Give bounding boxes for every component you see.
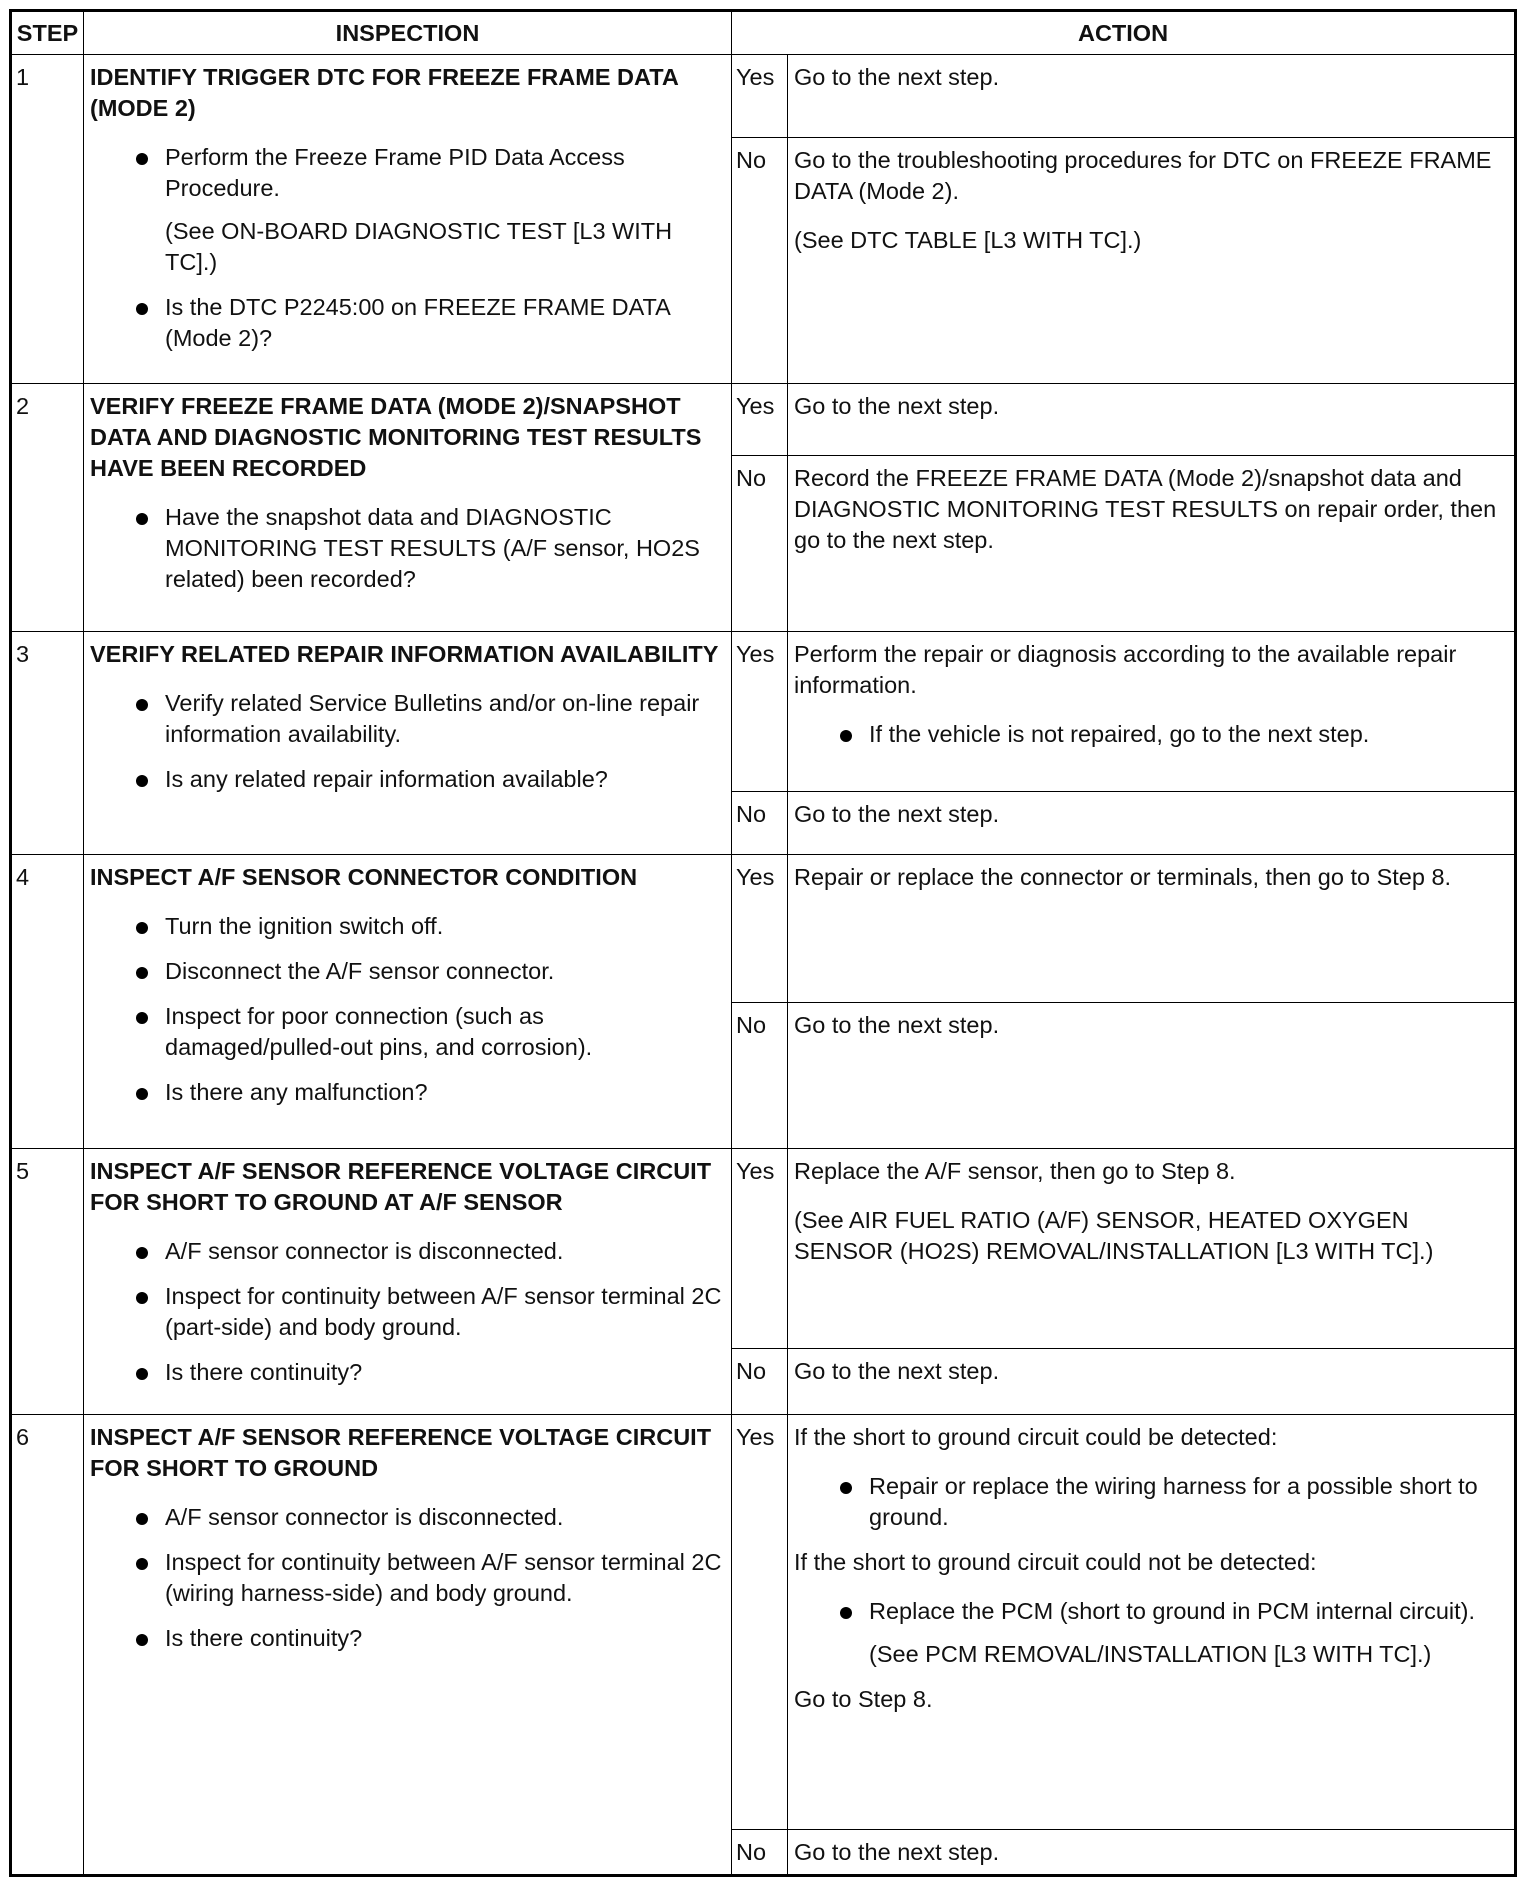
inspection-cell bbox=[84, 855, 732, 1149]
action-text: Repair or replace the connector or terminals, then go to Step 8. bbox=[794, 864, 1452, 890]
list-item: Inspect for poor connection (such as damaged/pulled-out pins, and corrosion). bbox=[90, 1001, 725, 1063]
diagnostic-table bbox=[9, 9, 1517, 1877]
list-item: Is there continuity? bbox=[90, 1357, 725, 1388]
action-text: Go to the next step. bbox=[794, 64, 1000, 90]
inspection-cell bbox=[84, 1415, 732, 1876]
inspection-bullets bbox=[90, 502, 725, 595]
table-row bbox=[11, 632, 1516, 792]
action-text: If the short to ground circuit could be detected: bbox=[794, 1424, 1278, 1450]
list-item: Inspect for continuity between A/F sensor terminal 2C (wiring harness-side) and body ground. bbox=[90, 1547, 725, 1609]
yes-action bbox=[788, 384, 1516, 456]
table-row bbox=[11, 1149, 1516, 1349]
no-action bbox=[788, 792, 1516, 855]
action-text: Replace the A/F sensor, then go to Step 8. bbox=[794, 1158, 1236, 1184]
list-item: Inspect for continuity between A/F sensor terminal 2C (part-side) and body ground. bbox=[90, 1281, 725, 1343]
list-item: If the vehicle is not repaired, go to the next step. bbox=[794, 719, 1508, 750]
yes-label: Yes bbox=[732, 632, 788, 792]
list-item: Is there continuity? bbox=[90, 1623, 725, 1654]
inspection-title: INSPECT A/F SENSOR CONNECTOR CONDITION bbox=[90, 864, 638, 890]
list-item: Verify related Service Bulletins and/or on-line repair information availability. bbox=[90, 688, 725, 750]
no-label: No bbox=[732, 456, 788, 632]
list-item: Disconnect the A/F sensor connector. bbox=[90, 956, 725, 987]
inspection-bullets bbox=[90, 1502, 725, 1654]
no-label: No bbox=[732, 1003, 788, 1149]
inspection-bullets bbox=[90, 1236, 725, 1388]
table-row bbox=[11, 1415, 1516, 1830]
action-bullets bbox=[794, 719, 1508, 750]
action-text: Go to the next step. bbox=[794, 1012, 1000, 1038]
inspection-title: IDENTIFY TRIGGER DTC FOR FREEZE FRAME DATA (MODE 2) bbox=[90, 64, 678, 121]
action-text: Perform the repair or diagnosis according to the available repair information. bbox=[794, 641, 1457, 698]
list-item: A/F sensor connector is disconnected. bbox=[90, 1502, 725, 1533]
action-text: Go to the next step. bbox=[794, 393, 1000, 419]
list-item: Repair or replace the wiring harness for a possible short to ground. bbox=[794, 1471, 1508, 1533]
reference-note: (See DTC TABLE [L3 WITH TC].) bbox=[794, 227, 1142, 253]
no-action bbox=[788, 1830, 1516, 1876]
header-action: ACTION bbox=[732, 11, 1516, 55]
header-row bbox=[11, 11, 1516, 55]
step-number: 3 bbox=[11, 632, 84, 855]
action-text: If the short to ground circuit could not be detected: bbox=[794, 1549, 1317, 1575]
step-number: 6 bbox=[11, 1415, 84, 1876]
yes-label: Yes bbox=[732, 384, 788, 456]
yes-label: Yes bbox=[732, 55, 788, 138]
action-bullets bbox=[794, 1471, 1508, 1533]
yes-label: Yes bbox=[732, 1415, 788, 1830]
yes-action bbox=[788, 632, 1516, 792]
no-action bbox=[788, 138, 1516, 384]
no-action bbox=[788, 456, 1516, 632]
inspection-cell bbox=[84, 55, 732, 384]
action-bullets bbox=[794, 1596, 1508, 1627]
yes-label: Yes bbox=[732, 1149, 788, 1349]
yes-action bbox=[788, 855, 1516, 1003]
no-label: No bbox=[732, 1830, 788, 1876]
reference-note: (See PCM REMOVAL/INSTALLATION [L3 WITH TC].) bbox=[869, 1641, 1432, 1667]
step-number: 5 bbox=[11, 1149, 84, 1415]
inspection-bullets bbox=[90, 292, 725, 354]
inspection-bullets bbox=[90, 911, 725, 1108]
no-label: No bbox=[732, 1349, 788, 1415]
step-number: 4 bbox=[11, 855, 84, 1149]
list-item: Perform the Freeze Frame PID Data Access Procedure. bbox=[90, 142, 725, 204]
action-text: Record the FREEZE FRAME DATA (Mode 2)/snapshot data and DIAGNOSTIC MONITORING TEST RESULTS on repair order, then go to the next step. bbox=[794, 465, 1497, 553]
step-number: 1 bbox=[11, 55, 84, 384]
inspection-bullets bbox=[90, 688, 725, 795]
yes-label: Yes bbox=[732, 855, 788, 1003]
reference-note: (See AIR FUEL RATIO (A/F) SENSOR, HEATED OXYGEN SENSOR (HO2S) REMOVAL/INSTALLATION [L3 WITH TC].) bbox=[794, 1207, 1434, 1264]
list-item: A/F sensor connector is disconnected. bbox=[90, 1236, 725, 1267]
list-item: Is there any malfunction? bbox=[90, 1077, 725, 1108]
list-item: Is the DTC P2245:00 on FREEZE FRAME DATA (Mode 2)? bbox=[90, 292, 725, 354]
yes-action bbox=[788, 55, 1516, 138]
no-label: No bbox=[732, 138, 788, 384]
inspection-title: VERIFY FREEZE FRAME DATA (MODE 2)/SNAPSHOT DATA AND DIAGNOSTIC MONITORING TEST RESULTS HAVE BEEN RECORDED bbox=[90, 393, 702, 481]
table-row bbox=[11, 384, 1516, 456]
step-number: 2 bbox=[11, 384, 84, 632]
table-row bbox=[11, 55, 1516, 138]
table-row bbox=[11, 855, 1516, 1003]
yes-action bbox=[788, 1415, 1516, 1830]
inspection-cell bbox=[84, 632, 732, 855]
yes-action bbox=[788, 1149, 1516, 1349]
list-item: Is any related repair information available? bbox=[90, 764, 725, 795]
list-item: Turn the ignition switch off. bbox=[90, 911, 725, 942]
inspection-cell bbox=[84, 1149, 732, 1415]
header-step: STEP bbox=[11, 11, 84, 55]
no-action bbox=[788, 1349, 1516, 1415]
action-text: Go to the next step. bbox=[794, 801, 1000, 827]
action-text: Go to the next step. bbox=[794, 1839, 1000, 1865]
list-item: Replace the PCM (short to ground in PCM internal circuit). bbox=[794, 1596, 1508, 1627]
action-text: Go to Step 8. bbox=[794, 1686, 933, 1712]
inspection-title: INSPECT A/F SENSOR REFERENCE VOLTAGE CIRCUIT FOR SHORT TO GROUND AT A/F SENSOR bbox=[90, 1158, 712, 1215]
action-text: Go to the troubleshooting procedures for DTC on FREEZE FRAME DATA (Mode 2). bbox=[794, 147, 1492, 204]
list-item: Have the snapshot data and DIAGNOSTIC MONITORING TEST RESULTS (A/F sensor, HO2S related) been recorded? bbox=[90, 502, 725, 595]
action-text: Go to the next step. bbox=[794, 1358, 1000, 1384]
inspection-title: INSPECT A/F SENSOR REFERENCE VOLTAGE CIRCUIT FOR SHORT TO GROUND bbox=[90, 1424, 712, 1481]
inspection-bullets bbox=[90, 142, 725, 204]
reference-note: (See ON-BOARD DIAGNOSTIC TEST [L3 WITH TC].) bbox=[165, 218, 673, 275]
inspection-cell bbox=[84, 384, 732, 632]
no-label: No bbox=[732, 792, 788, 855]
inspection-title: VERIFY RELATED REPAIR INFORMATION AVAILABILITY bbox=[90, 641, 719, 667]
header-inspection: INSPECTION bbox=[84, 11, 732, 55]
no-action bbox=[788, 1003, 1516, 1149]
